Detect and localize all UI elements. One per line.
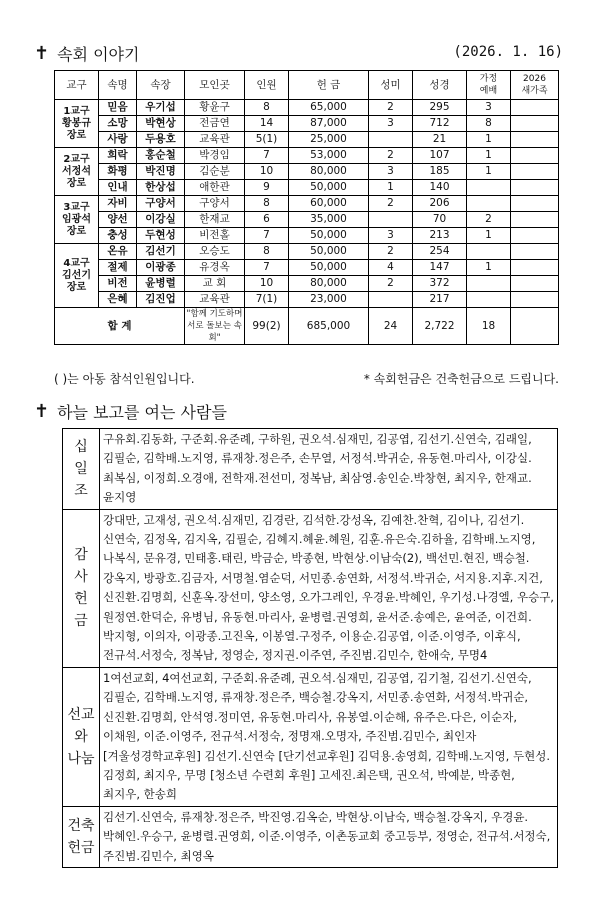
group-name: 믿음 [99, 100, 137, 116]
rice-offering: 2 [369, 244, 413, 260]
attendance: 7 [245, 260, 289, 276]
offering-note: * 속회헌금은 건축헌금으로 드립니다. [363, 372, 559, 386]
report-date: (2026. 1. 16) [453, 44, 563, 60]
leader-name: 두용호 [137, 132, 185, 148]
leader-name: 한상섭 [137, 180, 185, 196]
meeting-place: 전금연 [185, 116, 245, 132]
meeting-place: 오승도 [185, 244, 245, 260]
cross-icon: ✝ [34, 400, 50, 422]
group-name: 온유 [99, 244, 137, 260]
total-new-family [511, 308, 559, 345]
attendance: 10 [245, 164, 289, 180]
donor-names: 1여선교회, 4여선교회, 구준회.유준례, 권오석.심재민, 김공엽, 김기철, 김선기.신연숙, 김필순, 김학배.노지영, 류재창.정은주, 백승철.강옥지, 서민종.송연화, 서정석.박귀순, 신진환.김명희, 안석영.정미연, 유동현.마리사, 유봉열.이순해, 유주은.다은, 이순자, 이채원, 이준.이영주, 전규석.서정숙, 정명재.오명자, 주진범.김민수, 최인자 [겨울성경학교후원] 김선기.신연숙 [단기선교후원] 김덕용.송영희, 김학배.노지영, 두현성.김정희, 최지우, 무명 [청소년 수련회 후원] 고세진.최은택, 권오석, 박예분, 박종현, 최지우, 한송희 [100, 667, 558, 806]
bible-reading: 185 [413, 164, 467, 180]
family-worship: 1 [467, 260, 511, 276]
meeting-place: 구양서 [185, 196, 245, 212]
new-family [511, 228, 559, 244]
family-worship: 1 [467, 148, 511, 164]
table-row [55, 132, 559, 148]
rice-offering [369, 212, 413, 228]
attendance: 7(1) [245, 292, 289, 308]
bible-reading: 712 [413, 116, 467, 132]
leader-name: 박진명 [137, 164, 185, 180]
group-name: 양선 [99, 212, 137, 228]
offering: 87,000 [289, 116, 369, 132]
rice-offering: 3 [369, 116, 413, 132]
meeting-place: 박경임 [185, 148, 245, 164]
donor-row [63, 429, 558, 510]
rice-offering: 3 [369, 228, 413, 244]
leader-name: 김진업 [137, 292, 185, 308]
offering: 80,000 [289, 276, 369, 292]
district-label: 4교구 김선기 장로 [55, 244, 99, 308]
column-header: 헌 금 [289, 71, 369, 100]
donor-row [63, 806, 558, 867]
new-family [511, 196, 559, 212]
meeting-place: 유경옥 [185, 260, 245, 276]
column-header: 속장 [137, 71, 185, 100]
leader-name: 홍순철 [137, 148, 185, 164]
meeting-place: 교육관 [185, 292, 245, 308]
column-header: 성경 [413, 71, 467, 100]
family-worship [467, 196, 511, 212]
table-row [55, 196, 559, 212]
rice-offering: 1 [369, 180, 413, 196]
bible-reading: 217 [413, 292, 467, 308]
table-row [55, 164, 559, 180]
meeting-place: 교 회 [185, 276, 245, 292]
table-row [55, 276, 559, 292]
family-worship: 8 [467, 116, 511, 132]
meeting-place: 김순분 [185, 164, 245, 180]
total-attendance: 99(2) [245, 308, 289, 345]
column-header: 2026 새가족 [511, 71, 559, 100]
child-count-note: ( )는 아동 참석인원입니다. [54, 372, 195, 386]
total-offering: 685,000 [289, 308, 369, 345]
district-label: 3교구 임광석 장로 [55, 196, 99, 244]
district-label: 2교구 서정석 장로 [55, 148, 99, 196]
group-name: 절제 [99, 260, 137, 276]
group-name: 충성 [99, 228, 137, 244]
table-row [55, 228, 559, 244]
offering: 65,000 [289, 100, 369, 116]
donor-names: 김선기.신연숙, 류재창.정은주, 박진영.김옥순, 박현상.이남숙, 백승철.강옥지, 우경윤.박혜인.우승구, 윤병렬.권영희, 이준.이영주, 이촌동교회 중고등부, 정영순, 전규석.서정숙, 주진범.김민수, 최영옥 [100, 806, 558, 867]
group-name: 화평 [99, 164, 137, 180]
family-worship [467, 276, 511, 292]
family-worship: 1 [467, 228, 511, 244]
section-title: 하늘 보고를 여는 사람들 [57, 402, 227, 422]
new-family [511, 260, 559, 276]
family-worship [467, 244, 511, 260]
bible-reading: 147 [413, 260, 467, 276]
new-family [511, 244, 559, 260]
group-name: 소망 [99, 116, 137, 132]
sokhoe-table [54, 70, 559, 345]
section-heading-sokhoe [34, 40, 139, 66]
column-header: 성미 [369, 71, 413, 100]
donor-names: 강대만, 고재성, 권오석.심재민, 김경란, 김석한.강성옥, 김예찬.찬혁, 김이나, 김선기.신연숙, 김정옥, 김지옥, 김필순, 김혜지.혜윤.혜원, 김훈.유은숙.김하율, 김학배.노지영, 나복식, 문유경, 민태홍.태린, 박금순, 박종현, 박현상.이남숙(2), 백선민.현진, 백승철.강옥지, 방광호.김금자, 서명철.염순덕, 서민종.송연화, 서정석.박귀순, 서지용.지후.지건, 신진환.김명희, 신훈옥.장선미, 양소영, 오가그레인, 우경윤.박혜인, 우기성.나경엘, 우승구, 원정연.한덕순, 유병님, 유동현.마리사, 윤병렬.권영희, 윤서준.송예은, 윤여준, 이건희.박지형, 이의자, 이광종.고진옥, 이봉열.구정주, 이용순.김공엽, 이준.이영주, 이후식, 전규석.서정숙, 정복남, 정영순, 정지권.이주연, 주진범.김민수, 한애숙, 무명4 [100, 509, 558, 667]
column-header: 가정 예배 [467, 71, 511, 100]
new-family [511, 276, 559, 292]
family-worship [467, 292, 511, 308]
rice-offering: 2 [369, 148, 413, 164]
donor-names: 구유회.김동화, 구준회.유준례, 구하원, 권오석.심재민, 김공엽, 김선기.신연숙, 김래일, 김필순, 김학배.노지영, 류재창.정은주, 손무열, 서정석.박귀순, 유동현.마리사, 이강실.최복심, 이정희.오경애, 전학재.전선미, 정복남, 최삼영.송인순.박창현, 최지우, 한재교.윤지영 [100, 429, 558, 510]
donor-category-text: 십 일 조 [74, 438, 88, 499]
offering: 50,000 [289, 180, 369, 196]
meeting-place: 한재교 [185, 212, 245, 228]
attendance: 14 [245, 116, 289, 132]
leader-name: 우기섭 [137, 100, 185, 116]
attendance: 7 [245, 228, 289, 244]
new-family [511, 132, 559, 148]
family-worship: 1 [467, 164, 511, 180]
new-family [511, 148, 559, 164]
attendance: 9 [245, 180, 289, 196]
column-header: 교구 [55, 71, 99, 100]
new-family [511, 116, 559, 132]
offering: 25,000 [289, 132, 369, 148]
meeting-place: 황윤구 [185, 100, 245, 116]
bible-reading: 213 [413, 228, 467, 244]
donor-category [63, 509, 100, 667]
rice-offering [369, 292, 413, 308]
meeting-place: 비전홀 [185, 228, 245, 244]
table-row [55, 212, 559, 228]
table-row [55, 260, 559, 276]
total-family: 18 [467, 308, 511, 345]
new-family [511, 212, 559, 228]
bible-reading: 254 [413, 244, 467, 260]
donor-category [63, 806, 100, 867]
bible-reading: 21 [413, 132, 467, 148]
group-name: 희락 [99, 148, 137, 164]
table-header-row [55, 71, 559, 100]
family-worship: 2 [467, 212, 511, 228]
bible-reading: 70 [413, 212, 467, 228]
group-name: 비전 [99, 276, 137, 292]
attendance: 10 [245, 276, 289, 292]
new-family [511, 100, 559, 116]
bible-reading: 206 [413, 196, 467, 212]
rice-offering [369, 132, 413, 148]
attendance: 6 [245, 212, 289, 228]
table-row [55, 148, 559, 164]
leader-name: 이강실 [137, 212, 185, 228]
leader-name: 구양서 [137, 196, 185, 212]
column-header: 모인곳 [185, 71, 245, 100]
new-family [511, 292, 559, 308]
donor-category-text: 감 사 헌 금 [74, 547, 88, 630]
bible-reading: 107 [413, 148, 467, 164]
column-header: 인원 [245, 71, 289, 100]
donor-category-text: 건축 헌금 [67, 817, 95, 856]
donor-category [63, 429, 100, 510]
total-motto: "함께 기도하며 서로 돌보는 속회" [185, 308, 245, 345]
total-row [55, 308, 559, 345]
offering: 23,000 [289, 292, 369, 308]
table-row [55, 244, 559, 260]
offering: 80,000 [289, 164, 369, 180]
leader-name: 박현상 [137, 116, 185, 132]
leader-name: 두현성 [137, 228, 185, 244]
bible-reading: 295 [413, 100, 467, 116]
meeting-place: 교육관 [185, 132, 245, 148]
leader-name: 윤병렬 [137, 276, 185, 292]
group-name: 사랑 [99, 132, 137, 148]
total-bible: 2,722 [413, 308, 467, 345]
offering: 50,000 [289, 228, 369, 244]
leader-name: 김선기 [137, 244, 185, 260]
family-worship [467, 180, 511, 196]
table-row [55, 100, 559, 116]
table-row [55, 180, 559, 196]
attendance: 5(1) [245, 132, 289, 148]
leader-name: 이광종 [137, 260, 185, 276]
rice-offering: 3 [369, 164, 413, 180]
attendance: 8 [245, 196, 289, 212]
offering: 53,000 [289, 148, 369, 164]
bible-reading: 372 [413, 276, 467, 292]
total-label: 합 계 [55, 308, 185, 345]
offering: 35,000 [289, 212, 369, 228]
family-worship: 3 [467, 100, 511, 116]
bible-reading: 140 [413, 180, 467, 196]
rice-offering: 2 [369, 276, 413, 292]
donor-table [62, 428, 558, 868]
donor-category-text: 선교 와 나눔 [67, 706, 95, 767]
cross-icon: ✝ [34, 42, 50, 64]
section-title: 속회 이야기 [57, 44, 140, 64]
total-rice: 24 [369, 308, 413, 345]
table-row [55, 116, 559, 132]
attendance: 8 [245, 100, 289, 116]
attendance: 8 [245, 244, 289, 260]
attendance: 7 [245, 148, 289, 164]
donor-row [63, 509, 558, 667]
district-label: 1교구 황봉규 장로 [55, 100, 99, 148]
section-heading-donors [34, 398, 227, 424]
offering: 50,000 [289, 260, 369, 276]
new-family [511, 164, 559, 180]
rice-offering: 4 [369, 260, 413, 276]
rice-offering: 2 [369, 100, 413, 116]
offering: 50,000 [289, 244, 369, 260]
family-worship: 1 [467, 132, 511, 148]
meeting-place: 애한관 [185, 180, 245, 196]
table-row [55, 292, 559, 308]
column-header: 속명 [99, 71, 137, 100]
group-name: 인내 [99, 180, 137, 196]
offering: 60,000 [289, 196, 369, 212]
donor-category [63, 667, 100, 806]
group-name: 자비 [99, 196, 137, 212]
group-name: 은혜 [99, 292, 137, 308]
donor-row [63, 667, 558, 806]
new-family [511, 180, 559, 196]
rice-offering: 2 [369, 196, 413, 212]
